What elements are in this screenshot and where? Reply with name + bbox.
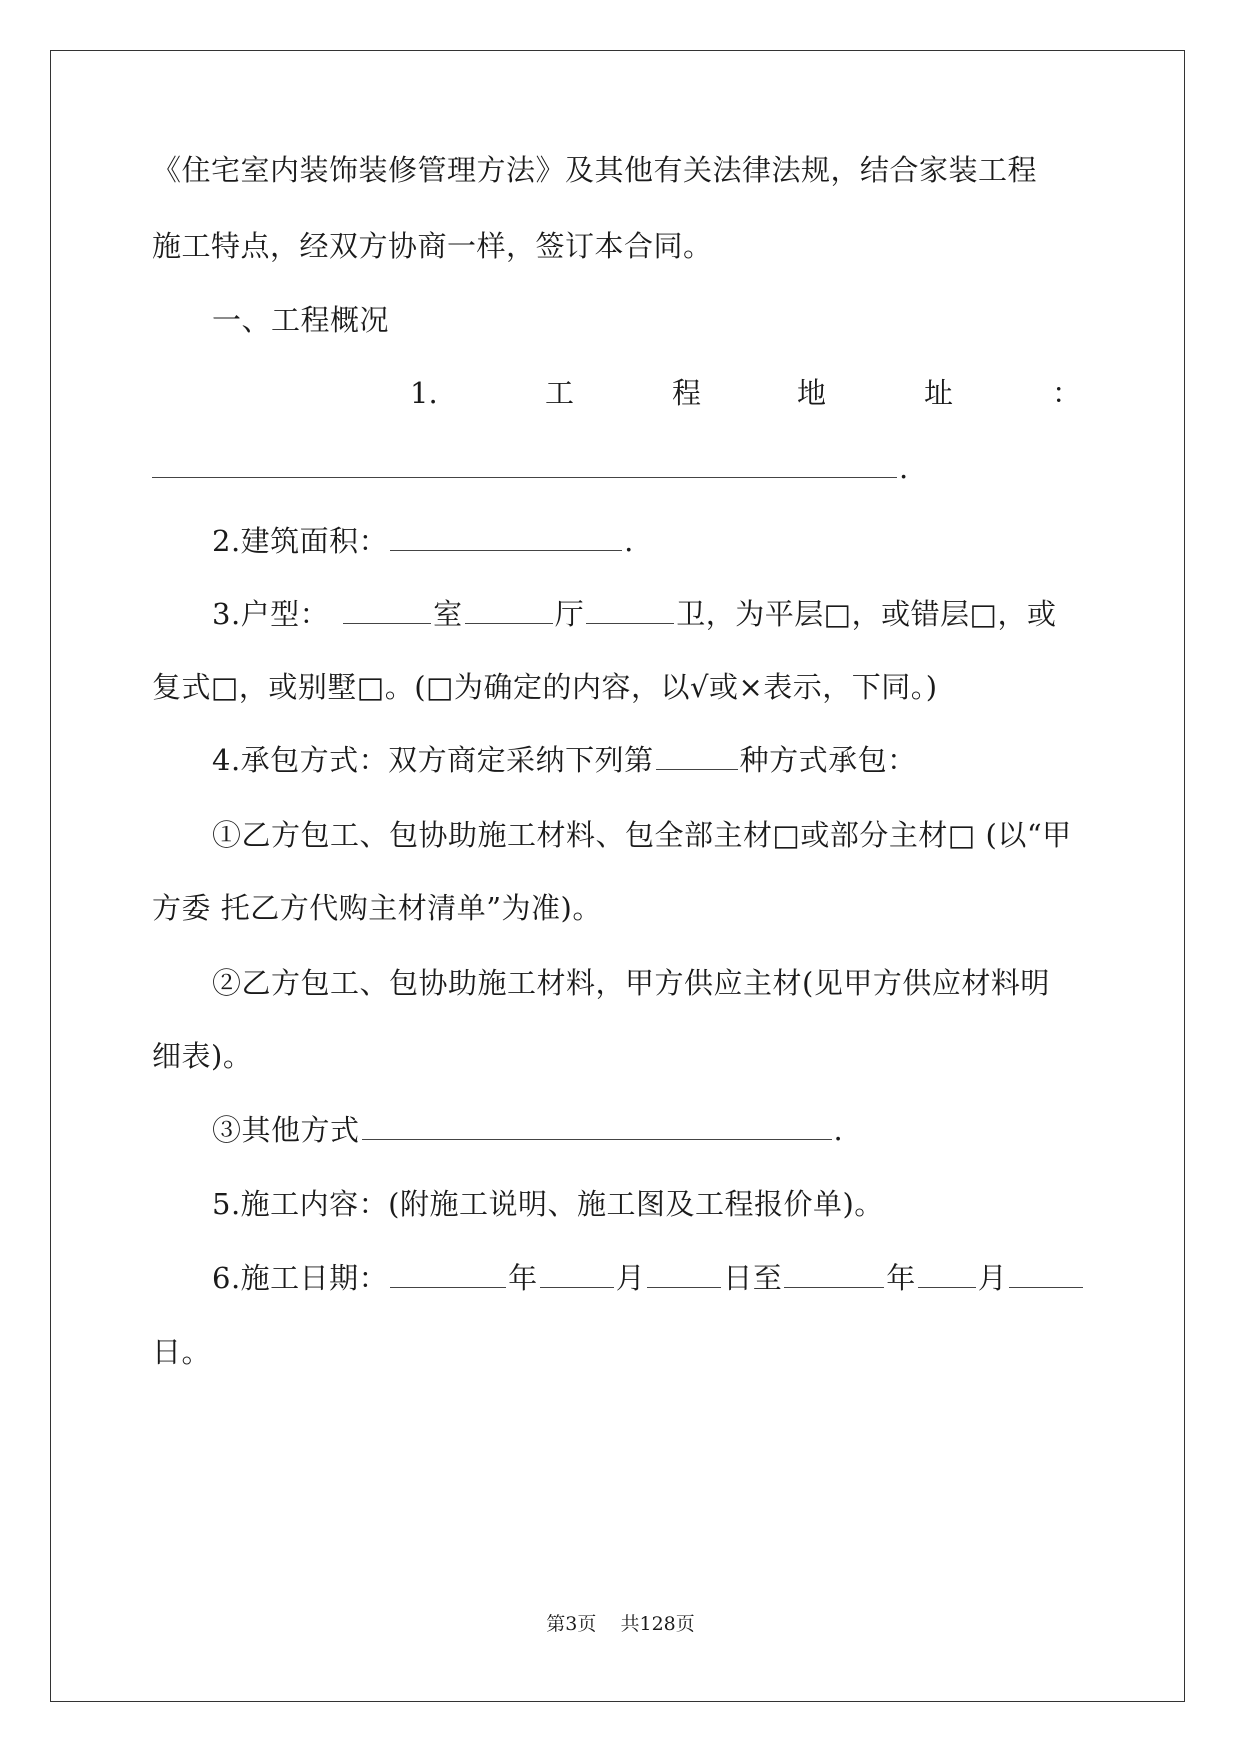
section-heading-overview: 一、工程概况 [212, 303, 390, 337]
rooms-blank[interactable] [343, 595, 431, 624]
address-char-3: 地 [797, 376, 827, 410]
address-char-1: 工 [545, 376, 575, 410]
start-day-blank[interactable] [647, 1259, 721, 1288]
end-month-blank[interactable] [918, 1259, 976, 1288]
page-footer [0, 1612, 1241, 1636]
page-border [50, 50, 1185, 1702]
halls-blank[interactable] [465, 595, 553, 624]
address-blank-line: . [152, 448, 1082, 488]
baths-blank[interactable] [586, 595, 674, 624]
end-year-blank[interactable] [784, 1259, 884, 1288]
text-line-10: ①乙方包工、包协助施工材料、包全部主材□或部分主材□ (以“甲 [212, 818, 1072, 852]
layout-type-line: 3.户型： 室 厅 卫，为平层□，或错层□，或 [212, 597, 1057, 631]
text-line-11: 方委 托乙方代购主材清单”为准)。 [152, 891, 602, 925]
text-line-2: 施工特点，经双方协商一样，签订本合同。 [152, 229, 713, 263]
address-char-2: 程 [672, 376, 702, 410]
text-line-17: 日。 [152, 1335, 212, 1369]
contract-method-line: 4.承包方式：双方商定采纳下列第 种方式承包： [212, 743, 917, 777]
start-month-blank[interactable] [540, 1259, 614, 1288]
start-year-blank[interactable] [390, 1259, 506, 1288]
construction-date-line: 6.施工日期： 年 月 日至 年 月 [212, 1258, 1142, 1298]
total-pages: 共128页 [620, 1613, 695, 1635]
text-line-13: 细表)。 [152, 1039, 253, 1073]
end-day-blank[interactable] [1009, 1259, 1083, 1288]
address-blank[interactable] [152, 449, 897, 478]
building-area-line: 2.建筑面积： . [212, 524, 634, 558]
page-number: 第3页 [546, 1613, 597, 1635]
other-method-blank[interactable] [362, 1111, 832, 1140]
other-method-line: ③其他方式 . [212, 1113, 844, 1147]
text-line-15: 5.施工内容：(附施工说明、施工图及工程报价单)。 [212, 1187, 884, 1221]
text-line-8: 复式□，或别墅□。(□为确定的内容，以√或×表示，下同。) [152, 670, 938, 704]
text-line-1: 《住宅室内装饰装修管理方法》及其他有关法律法规，结合家装工程 [152, 153, 1038, 187]
address-char-4: 址 [924, 376, 954, 410]
address-number: 1. [410, 376, 438, 410]
method-number-blank[interactable] [656, 741, 738, 770]
building-area-blank[interactable] [390, 522, 622, 551]
text-line-12: ②乙方包工、包协助施工材料，甲方供应主材(见甲方供应材料明 [212, 966, 1050, 1000]
address-colon: ： [1052, 376, 1082, 410]
